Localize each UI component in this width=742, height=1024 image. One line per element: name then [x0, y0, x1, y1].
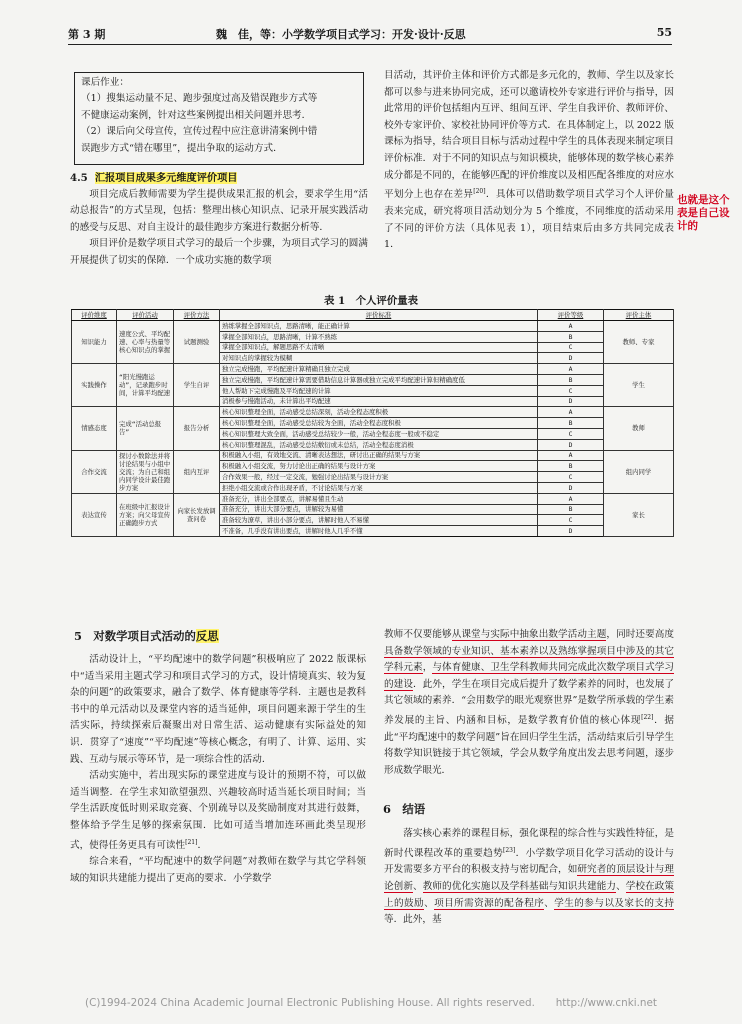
grade-cell: A — [538, 407, 604, 418]
grade-cell: A — [538, 321, 604, 332]
section-6-body — [384, 826, 674, 929]
criteria-cell: 积极融入小组交流，努力讨论出正确的结果与设计方案 — [220, 461, 538, 472]
header-cell: 评价维度 — [72, 310, 117, 321]
section-number: 4.5 — [70, 172, 88, 184]
criteria-cell: 不准备，几乎没有讲出要点，讲解时他人几乎不懂 — [220, 526, 538, 537]
activity-cell: “阳光慢跑运动”，记录跑步时间，计算平均配速 — [117, 364, 174, 407]
grade-cell: C — [538, 342, 604, 353]
criteria-cell: 积极融入小组，有效地交流、清晰表达想法，研讨出正确的结果与方案 — [220, 450, 538, 461]
underlined-text: 学生的参与以及家长的支持 — [554, 897, 675, 909]
page-number: 55 — [656, 26, 672, 39]
criteria-cell: 对知识点的掌握较为模糊 — [220, 353, 538, 364]
header-cell: 评价活动 — [117, 310, 174, 321]
heading-highlight: 反思 — [195, 629, 219, 643]
dimension-cell: 知识能力 — [72, 321, 117, 364]
right-column-bottom — [384, 627, 674, 780]
grade-cell: D — [538, 396, 604, 407]
dimension-cell: 表达宣传 — [72, 493, 117, 536]
method-cell: 学生自评 — [174, 364, 220, 407]
underlined-text: 学校在政策上的鼓励 — [384, 880, 675, 909]
citation: [22] — [641, 713, 654, 721]
criteria-cell: 消极参与慢跑活动，未计算出平均配速 — [220, 396, 538, 407]
section-5-body — [70, 652, 366, 888]
activity-cell: 在班级中汇报设计方案；向父母宣传正确跑步方式 — [117, 493, 174, 536]
subject-cell: 教师、专家 — [604, 321, 674, 364]
grade-cell: D — [538, 439, 604, 450]
grade-cell: D — [538, 353, 604, 364]
criteria-cell: 准备充分，讲出全部要点，讲解易懂且生动 — [220, 493, 538, 504]
text-run: ．小学数学项目化学习活动的设计与开发需要多方平台的积极支持与密切配合，如 — [384, 847, 675, 876]
criteria-cell: 拒绝小组交流或合作出现矛盾，不讨论结果与方案 — [220, 482, 538, 493]
grade-cell: D — [538, 526, 604, 537]
criteria-cell: 核心知识整理全面，活动感受总结较为全面，活动全程态度积极 — [220, 418, 538, 429]
homework-line: （2）课后向父母宣传，宣传过程中应注意讲清案例中错 — [81, 126, 318, 138]
header-cell: 评价标准 — [220, 310, 538, 321]
red-annotation: 也就是这个表是自己设计的 — [677, 194, 730, 232]
text-run: 落实核心素养的课程目标，强化课程的综合性与实践性特征，是新时代课程改革的重要趋势 — [384, 828, 674, 859]
paragraph — [70, 768, 366, 854]
table-row — [72, 321, 674, 332]
underlined-text: 项目所需资源的配备程序 — [434, 897, 545, 909]
criteria-cell: 核心知识整理混乱，活动感受总结敷衍或未总结，活动全程态度消极 — [220, 439, 538, 450]
activity-cell: 速度公式、平均配速、心率与热量等核心知识点的掌握 — [117, 321, 174, 364]
dimension-cell: 实践操作 — [72, 364, 117, 407]
paragraph — [384, 826, 674, 929]
homework-line: 课后作业： — [81, 77, 129, 88]
criteria-cell: 核心知识整理大致全面，活动感受总结较少一般，活动全程态度一般或不稳定 — [220, 428, 538, 439]
evaluation-table — [71, 309, 674, 537]
section-6-heading: 6 结语 — [383, 802, 426, 816]
grade-cell: A — [538, 450, 604, 461]
grade-cell: B — [538, 461, 604, 472]
paragraph — [384, 627, 674, 780]
grade-cell: C — [538, 385, 604, 396]
text-run: ， — [422, 662, 433, 674]
grade-cell: D — [538, 482, 604, 493]
criteria-cell: 掌握全部知识点，思路清晰，计算不熟练 — [220, 331, 538, 342]
activity-cell: 完成“活动总报告” — [117, 407, 174, 450]
criteria-cell: 独立完成慢跑，平均配速计算需要借助信息计算器或独立完成平均配速计算但精确度低 — [220, 374, 538, 385]
section-5-heading — [74, 628, 219, 644]
criteria-cell: 核心知识整理全面，活动感受总结深刻，活动全程态度积极 — [220, 407, 538, 418]
header-cell: 评价方法 — [174, 310, 220, 321]
method-cell: 组内互评 — [174, 450, 220, 493]
subject-cell: 组内同学 — [604, 450, 674, 493]
header-cell: 评价等级 — [538, 310, 604, 321]
paragraph: 项目完成后教师需要为学生提供成果汇报的机会，要求学生用“活动总报告”的方式呈现，包括：整理出核心知识点、记录开展实践活动的感受与反思、对自主设计的最佳跑步方案进行数据分析等． — [70, 188, 368, 233]
criteria-cell: 熟练掌握全部知识点，思路清晰，能正确计算 — [220, 321, 538, 332]
grade-cell: C — [538, 472, 604, 483]
dimension-cell: 合作交流 — [72, 450, 117, 493]
grade-cell: B — [538, 418, 604, 429]
grade-cell: A — [538, 364, 604, 375]
table-row — [72, 450, 674, 461]
underlined-text: 与体育健康、卫生学科教师共同完成此次数学项目式学习的建设 — [384, 662, 675, 690]
text-run: 、 — [413, 880, 423, 892]
running-title: 魏 佳，等：小学数学项目式学习：开发·设计·反思 — [216, 28, 466, 41]
text-run: ．具体可以借助数学项目式学习个人评价量表来完成，研究将项目活动划分为 5 个维度，不同维度的活动采用了不同的评价方法（具体见表 1），项目结束后由多方共同完成表 1． — [384, 189, 675, 251]
text-run: 、 — [544, 897, 555, 909]
paragraph — [384, 68, 674, 254]
grade-cell: A — [538, 493, 604, 504]
text-run: ．据此“平均配速中的数学问题”旨在回归学生生活，活动结束后引导学生将数学知识链接于其它领域，学会从数学角度出发去思考问题，逐步形成数学眼光． — [384, 715, 675, 776]
text-run: 等．此外，基 — [384, 914, 442, 926]
dimension-cell: 情感态度 — [72, 407, 117, 450]
homework-line: 不健康运动案例，针对这些案例提出相关问题并思考． — [81, 109, 312, 121]
subject-cell: 家长 — [604, 493, 674, 536]
text-run: 教师不仅要能够 — [384, 629, 452, 640]
subject-cell: 教师 — [604, 407, 674, 450]
citation: [20] — [473, 188, 486, 196]
grade-cell: C — [538, 515, 604, 526]
subject-cell: 学生 — [604, 364, 674, 407]
text-run: 、 — [616, 880, 626, 892]
method-cell: 报告分析 — [174, 407, 220, 450]
header-rule — [68, 44, 672, 45]
homework-line: （1）搜集运动量不足、跑步强度过高及错误跑步方式等 — [81, 93, 318, 105]
grade-cell: B — [538, 504, 604, 515]
section-4-5 — [70, 170, 368, 270]
homework-line: 误跑步方式“错在哪里”，提出争取的运动方式． — [81, 142, 283, 154]
header-cell: 评价主体 — [604, 310, 674, 321]
table-row — [72, 493, 674, 504]
criteria-cell: 独立完成慢跑，平均配速计算精确且独立完成 — [220, 364, 538, 375]
heading-text: 5 对数学项目式活动的 — [74, 629, 196, 643]
right-column-top — [384, 68, 674, 254]
criteria-cell: 他人帮助下完成慢跑及平均配速的计算 — [220, 385, 538, 396]
section-heading — [70, 170, 368, 187]
citation: [21] — [185, 838, 198, 846]
citation: [23] — [503, 846, 516, 854]
running-header — [68, 26, 672, 42]
homework-box — [74, 72, 364, 165]
grade-cell: C — [538, 428, 604, 439]
text-run: 目活动，其评价主体和评价方式都是多元化的，教师、学生以及家长都可以参与进来协同完成，还可以邀请校外专家进行评价与指导，因此常用的评价包括组内互评、组间互评、学生自我评价、教师评价、校外专家评价、家校社协同评价等方式．在具体制定上，以 2022 版课标为指导，结合项目目标与活动过程中学生的具体表现来制定项目评价标准．对于不同的知识点与知识模块，能够体现的数学核心素养成分都是不同的，在能够匹配的评价维度以及相匹配各维度的对应水平划分上也存在差异 — [384, 70, 674, 201]
paragraph: 活动设计上，“平均配速中的数学问题”积极响应了 2022 版课标中“适当采用主题式学习和项目式学习的方式，设计情境真实、较为复杂的问题”的政策要求，融合了数学、体育健康等学科．主题也是教科书中的单元活动以及课堂内容的适当延伸，项目问题来源于学生的生活实际，持续探索后凝聚出对日常生活、运动健康有实际益处的知识．贯穿了“速度”“平均配速”等核心概念，有明了、计算、运用、实践、互动与展示等环节，是一项综合性的活动． — [70, 654, 366, 765]
grade-cell: B — [538, 374, 604, 385]
criteria-cell: 掌握全部知识点，解题思路不太清晰 — [220, 342, 538, 353]
grade-cell: B — [538, 331, 604, 342]
criteria-cell: 准备充分，讲出大部分要点，讲解较为易懂 — [220, 504, 538, 515]
activity-cell: 探讨小数除法并将讨论结果与小组中交流；为自己和组内同学设计最佳跑步方案 — [117, 450, 174, 493]
text-run: 、 — [424, 897, 435, 909]
method-cell: 向家长发放调查问卷 — [174, 493, 220, 536]
paragraph: 综合来看，“平均配速中的数学问题”对教师在数学与其它学科领域的知识共建能力提出了更高的要求．小学数学 — [70, 856, 366, 884]
table-row — [72, 364, 674, 375]
underlined-text: 研究者的顶层设计与理论创新 — [384, 864, 675, 892]
underlined-text: 从课堂与实际中抽象出数学活动主题 — [451, 629, 607, 640]
criteria-cell: 合作效果一般，经过一定交流，勉强讨论出结果与设计方案 — [220, 472, 538, 483]
copyright-footer: (C)1994-2024 China Academic Journal Electronic Publishing House. All rights reserved. http://www.cnki.net — [85, 997, 657, 1009]
paragraph: 项目评价是数学项目式学习的最后一个步骤，为项目式学习的圆满开展提供了切实的保障．一个成功实施的数学项 — [70, 238, 368, 266]
underlined-text: 教师的优化实施以及学科基础与知识共建能力 — [422, 880, 617, 892]
text-run: ，同时还要高度 — [606, 629, 675, 640]
underlined-text: 具备数学领域的专业知识、基本素养以及熟练掌握项目中涉及的其它学科元素 — [384, 645, 674, 674]
table-title: 表 1 个人评价量表 — [324, 295, 418, 307]
text-run: ．此外，学生在项目完成后提升了数学素养的同时，也发展了其它领域的素养．“会用数学的眼光观察世界”是数学所承载的学生素养发展的主旨、内涵和目标，是数学教育价值的核心体现 — [384, 678, 675, 727]
text-run: 活动实施中，若出现实际的课堂进度与设计的预期不符，可以做适当调整．在学生求知欲望强烈、兴趣较高时适当延长项目时间；当学生活跃度低时则采取竞赛、个别疏导以及奖励制度对其进行鼓舞，整体给予学生足够的探索氛围．比如可适当增加连环画此类呈现形式，使得任务更具有可读性 — [70, 770, 366, 851]
issue-label: 第 3 期 — [68, 28, 106, 41]
table-row — [72, 407, 674, 418]
criteria-cell: 准备较为潦草，讲出小部分要点，讲解时他人不易懂 — [220, 515, 538, 526]
method-cell: 试题测验 — [174, 321, 220, 364]
text-run: ． — [197, 839, 208, 851]
section-title-highlighted: 汇报项目成果多元维度评价项目 — [94, 172, 238, 184]
table-header-row — [72, 310, 674, 321]
